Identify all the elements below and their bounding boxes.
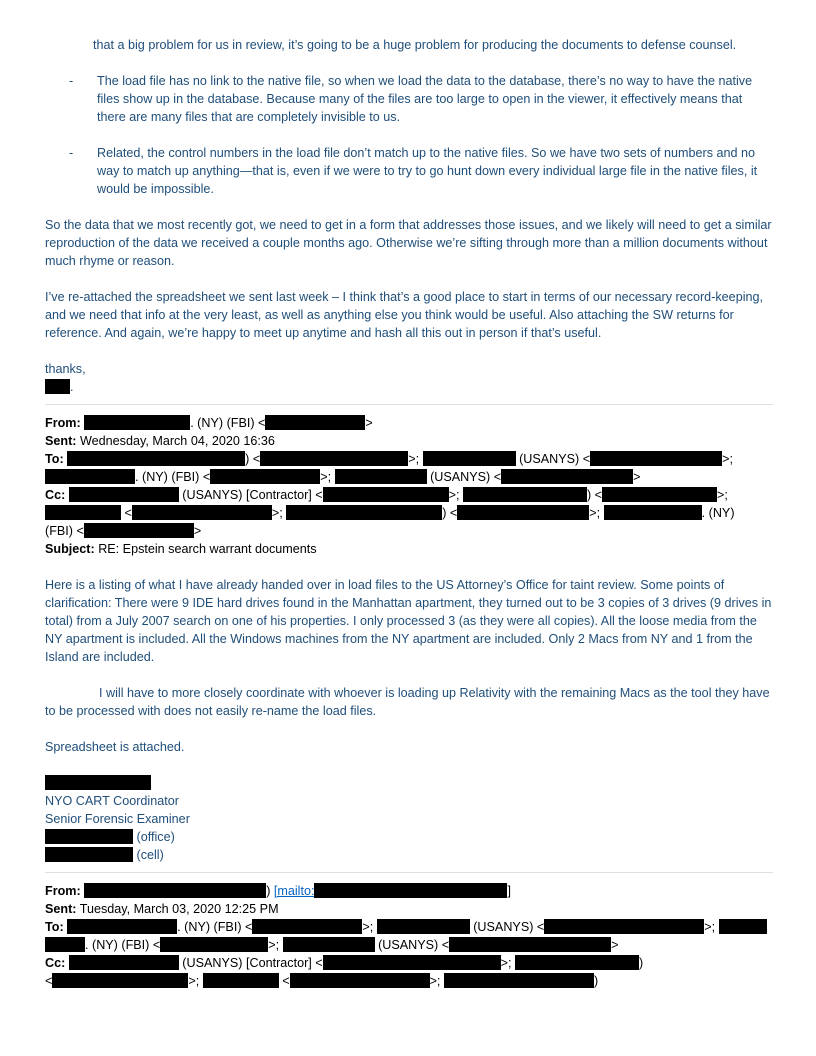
redaction-block <box>210 469 320 484</box>
mailto-link[interactable]: [mailto: <box>274 884 508 898</box>
redaction-block <box>377 919 470 934</box>
bullet-item <box>45 144 773 198</box>
email1-closing: thanks, <box>45 362 86 376</box>
cc-line: Cc: (USANYS) [Contractor] < >; ) < >; < >; ) < >; . (NY) (FBI) < > <box>45 488 735 538</box>
redaction-block <box>69 487 179 502</box>
signature-title-1: NYO CART Coordinator <box>45 794 179 808</box>
to-line: To: . (NY) (FBI) < >; (USANYS) < >; . (NY) (FBI) < >; (USANYS) < > <box>45 918 773 954</box>
from-line: From: . (NY) (FBI) < > <box>45 416 373 430</box>
cc-line: Cc: (USANYS) [Contractor] < >; ) < >; < >; ) <box>45 956 644 988</box>
redaction-block <box>45 937 85 952</box>
redaction-block <box>463 487 587 502</box>
redaction-block <box>45 775 151 790</box>
email2-paragraph-1: Here is a listing of what I have already handed over in load files to the US Attorney’s Office for taint review. Some points of clarification: There were 9 IDE hard drives found in the Manhattan apartment, they turned out to be 3 copies of 3 drives (9 drives in total) from a July 2007 search on one of his properties. I only processed 3 (as they were all copies). All the loose media from the NY apartment is included. All the Windows machines from the NY apartment are included. Only 2 Macs from NY and 1 from the Island are included. <box>45 578 772 664</box>
redaction-block <box>323 487 449 502</box>
redaction-block <box>449 937 611 952</box>
redaction-block <box>290 973 430 988</box>
email1-paragraph-2: I’ve re-attached the spreadsheet we sent last week – I think that’s a good place to start in terms of our necessary record-keeping, and we need that info at the very least, as well as anything else you think would be useful. Also attaching the SW returns for reference. And again, we’re happy to meet up anytime and hash all this out in person if that’s useful. <box>45 290 763 340</box>
bullet-item <box>45 72 773 126</box>
redaction-block <box>252 919 362 934</box>
subject-line: Subject: RE: Epstein search warrant documents <box>45 542 317 556</box>
redaction-block <box>423 451 516 466</box>
redaction-block <box>160 937 268 952</box>
redaction-block <box>501 469 633 484</box>
redaction-block <box>203 973 279 988</box>
signature-phone-cell: (cell) <box>45 846 773 864</box>
bullet-text-2: Related, the control numbers in the load file don’t match up to the native files. So we have two sets of numbers and no way to match up anything—that is, even if we were to try to go hunt down every individual large file in the native files, it would be impossible. <box>97 146 758 196</box>
email1-signature: . <box>45 378 773 396</box>
bullet-dash: - <box>69 146 74 160</box>
email2-paragraph-2: I will have to more closely coordinate with whoever is loading up Relativity with the remaining Macs as the tool they have to be processed with does not easily re-name the load files. <box>45 686 770 718</box>
redaction-block <box>69 955 179 970</box>
redaction-block <box>265 415 365 430</box>
redaction-block <box>45 379 70 394</box>
redaction-block <box>52 973 188 988</box>
redaction-block <box>544 919 704 934</box>
redaction-block <box>45 505 121 520</box>
bullet-dash: - <box>69 74 74 88</box>
redaction-block <box>590 451 722 466</box>
redaction-block <box>286 505 442 520</box>
redaction-block <box>719 919 767 934</box>
redaction-block <box>45 847 133 862</box>
from-line: From: ) [mailto: ] <box>45 884 511 898</box>
redaction-block <box>323 955 501 970</box>
header-divider <box>45 872 773 873</box>
bullet-text-1: The load file has no link to the native file, so when we load the data to the database, there’s no way to have the native files show up in the database. Because many of the files are too large to open in the viewer, it effectively means that there are many files that are completely invisible to us. <box>97 74 753 124</box>
redaction-block <box>457 505 589 520</box>
header-divider <box>45 404 773 405</box>
email-header <box>45 882 773 990</box>
redaction-block <box>604 505 702 520</box>
to-line: To: ) < >; (USANYS) < >; . (NY) (FBI) < >; (USANYS) < > <box>45 452 733 484</box>
sent-line: Sent: Wednesday, March 04, 2020 16:36 <box>45 434 275 448</box>
redaction-block <box>283 937 375 952</box>
redaction-block <box>132 505 272 520</box>
redaction-block <box>45 829 133 844</box>
signature-title-2: Senior Forensic Examiner <box>45 812 190 826</box>
signature-phone-office: (office) <box>45 828 773 846</box>
redaction-block <box>84 415 190 430</box>
email-header <box>45 414 773 558</box>
redaction-block <box>260 451 408 466</box>
redaction-block <box>335 469 427 484</box>
email2-paragraph-3: Spreadsheet is attached. <box>45 740 185 754</box>
redaction-block <box>314 883 507 898</box>
redaction-block <box>515 955 639 970</box>
redaction-block <box>602 487 717 502</box>
redaction-block <box>84 523 194 538</box>
redaction-block <box>67 451 245 466</box>
redaction-block <box>67 919 177 934</box>
redaction-block <box>84 883 266 898</box>
email1-continued-paragraph: that a big problem for us in review, it’s going to be a huge problem for producing the documents to defense counsel. <box>93 38 737 52</box>
redaction-block <box>45 469 135 484</box>
email1-paragraph-1: So the data that we most recently got, we need to get in a form that addresses those issues, and we likely will need to get a similar reproduction of the data we received a couple months ago. Otherwise we’re sifting through more than a million documents without much rhyme or reason. <box>45 218 772 268</box>
signature-name <box>45 774 773 792</box>
redaction-block <box>444 973 594 988</box>
sent-line: Sent: Tuesday, March 03, 2020 12:25 PM <box>45 902 279 916</box>
